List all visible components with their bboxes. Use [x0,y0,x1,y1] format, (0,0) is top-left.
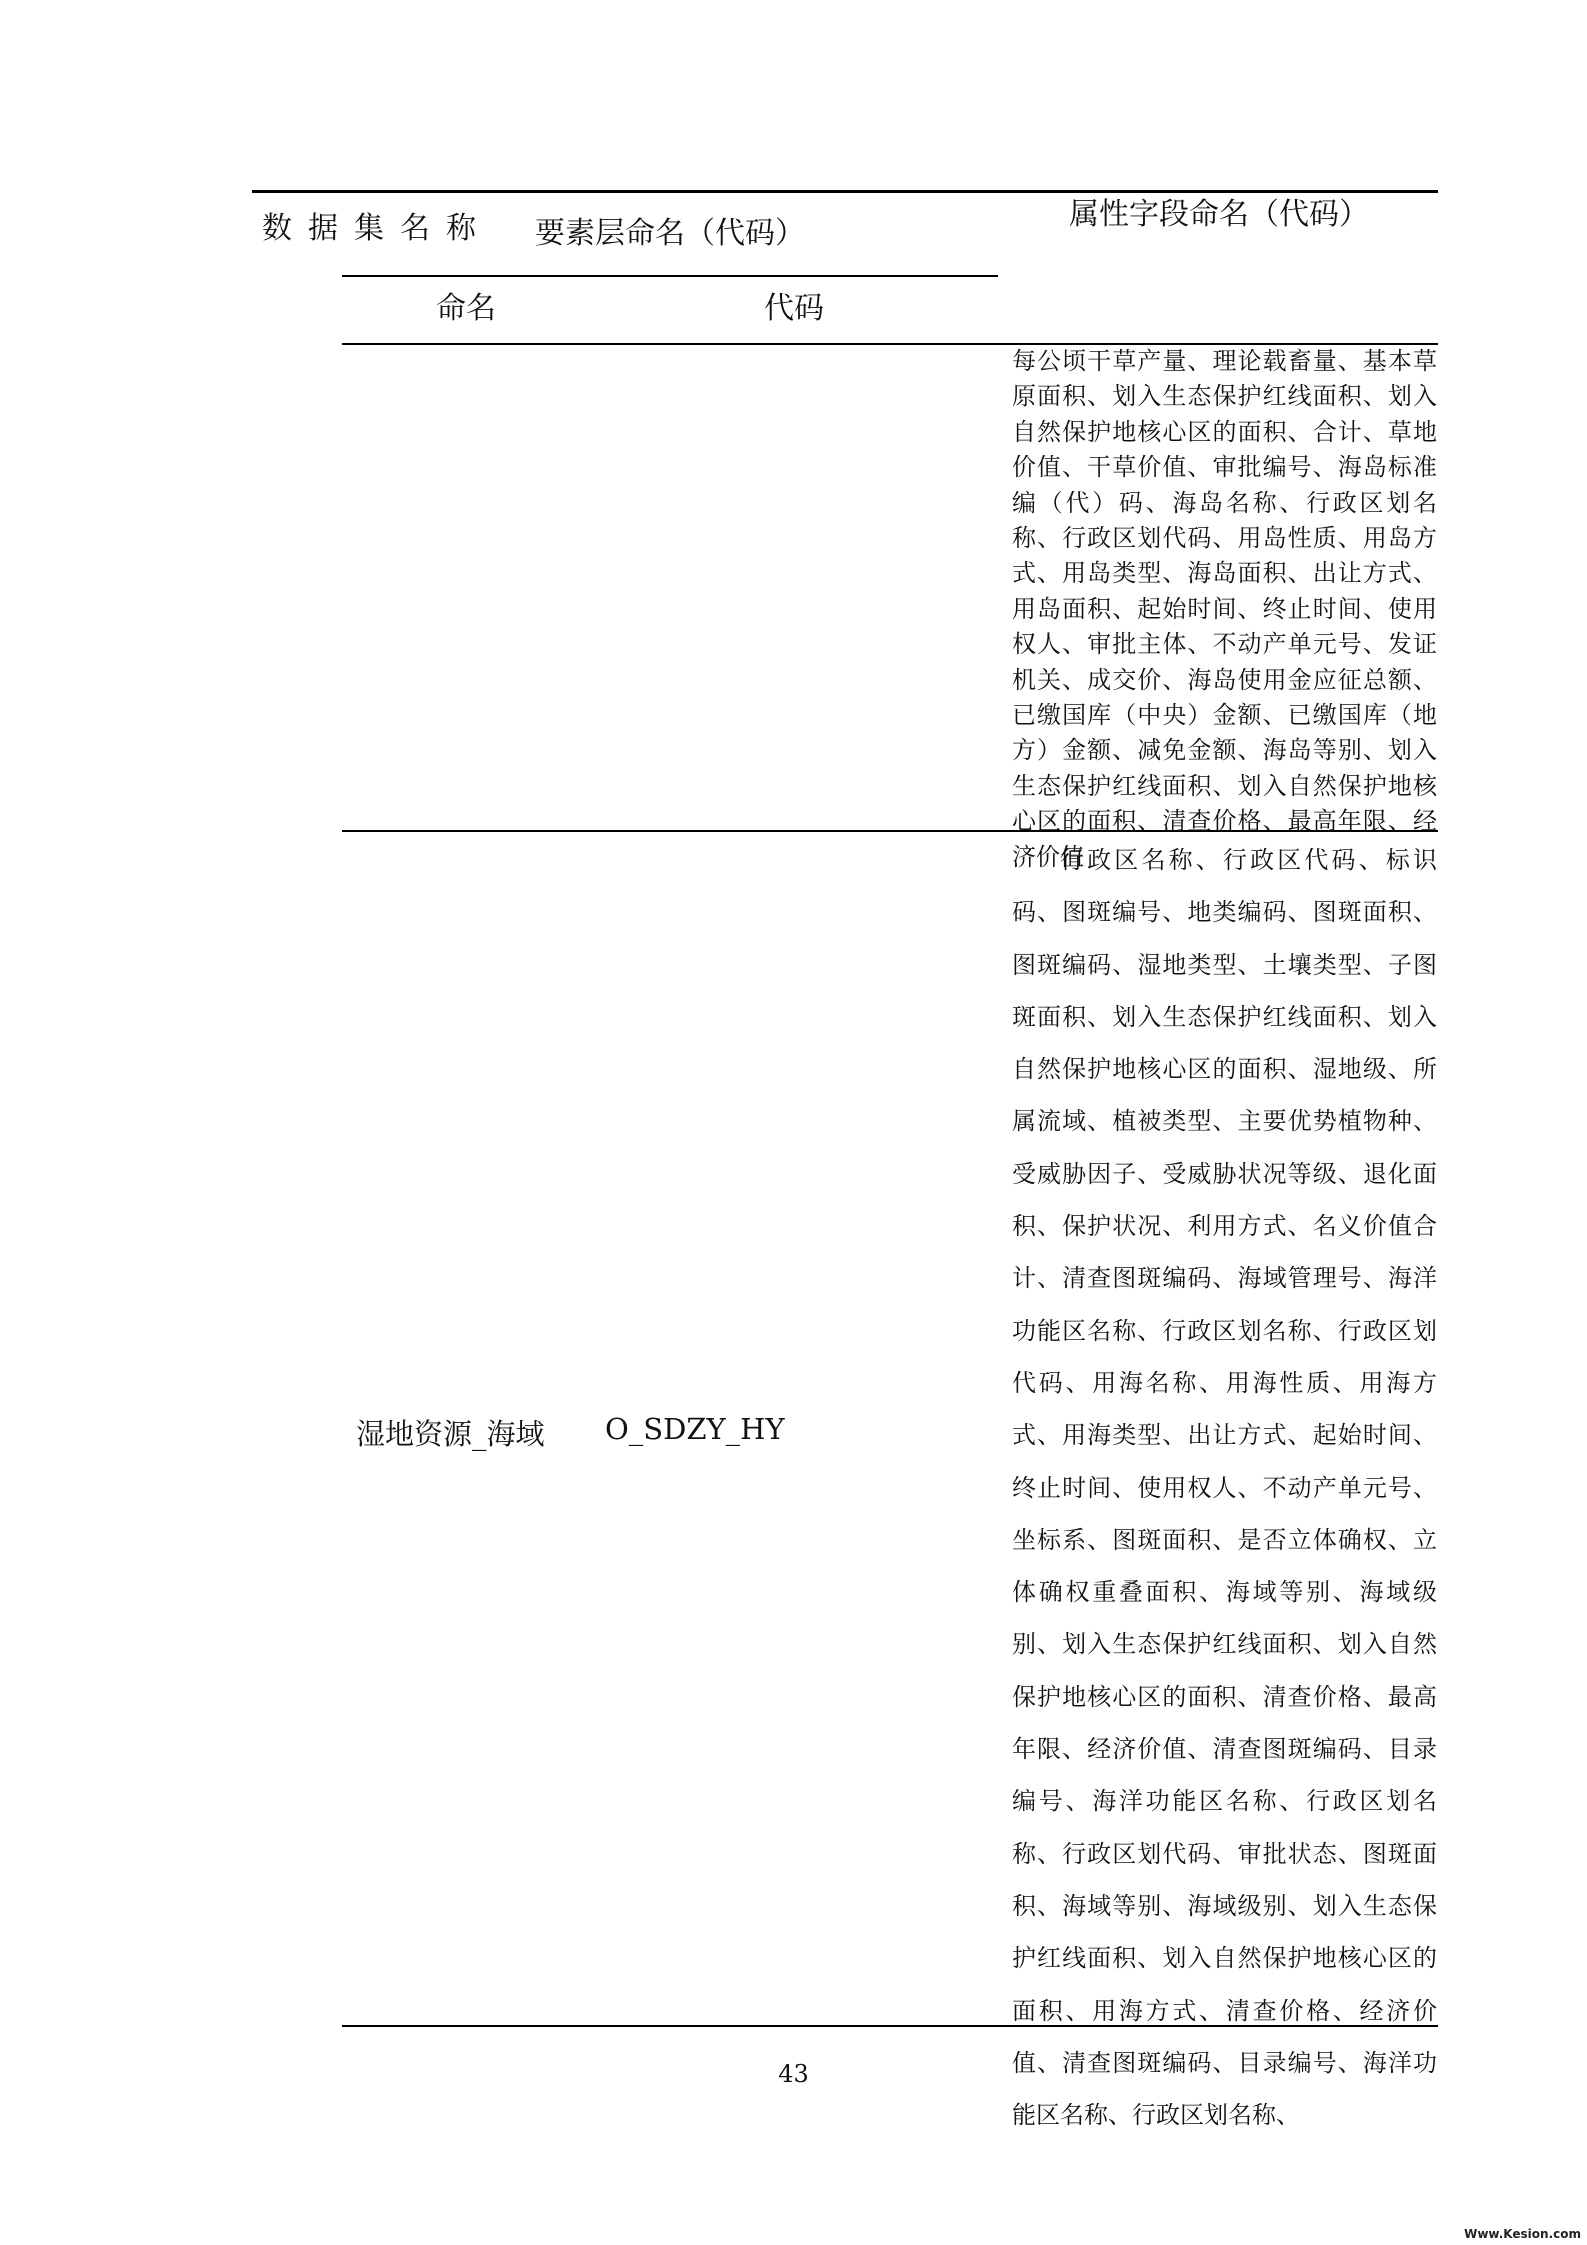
code-column-header: 代码 [764,291,824,326]
attribute-fields-header: 属性字段命名（代码） [1069,197,1369,232]
name-column-header: 命名 [436,291,496,326]
watermark: Www.Kesion.com [1464,2227,1581,2241]
row-2-code: O_SDZY_HY [605,1412,785,1446]
row-2-attributes: 行政区名称、行政区代码、标识码、图斑编号、地类编码、图斑面积、图斑编码、湿地类型、土壤类型、子图斑面积、划入生态保护红线面积、划入自然保护地核心区的面积、湿地级、所属流域、植被类型、主要优势植物种、受威胁因子、受威胁状况等级、退化面积、保护状况、利用方式、名义价值合计、清查图斑编码、海域管理号、海洋功能区名称、行政区划名称、行政区划代码、用海名称、用海性质、用海方式、用海类型、出让方式、起始时间、终止时间、使用权人、不动产单元号、坐标系、图斑面积、是否立体确权、立体确权重叠面积、海域等别、海域级别、划入生态保护红线面积、划入自然保护地核心区的面积、清查价格、最高年限、经济价值、清查图斑编码、目录编号、海洋功能区名称、行政区划名称、行政区划代码、审批状态、图斑面积、海域等别、海域级别、划入生态保护红线面积、划入自然保护地核心区的面积、用海方式、清查价格、经济价值、清查图斑编码、目录编号、海洋功能区名称、行政区划名称、 [1012,846,1437,2130]
page-number: 43 [778,2060,809,2088]
row-1-attributes: 每公顷干草产量、理论载畜量、基本草原面积、划入生态保护红线面积、划入自然保护地核心区的面积、合计、草地价值、干草价值、审批编号、海岛标准编（代）码、海岛名称、行政区划名称、行政区划代码、用岛性质、用岛方式、用岛类型、海岛面积、出让方式、用岛面积、起始时间、终止时间、使用权人、审批主体、不动产单元号、发证机关、成交价、海岛使用金应征总额、已缴国库（中央）金额、已缴国库（地方）金额、减免金额、海岛等别、划入生态保护红线面积、划入自然保护地核心区的面积、清查价格、最高年限、经济价值 [1012,347,1437,871]
header-group-rule [342,275,998,277]
table-top-rule [252,190,1438,193]
row-2-name: 湿地资源_海域 [356,1417,545,1451]
dataset-name-header: 数据集名称 [262,211,492,246]
layer-name-group-header: 要素层命名（代码） [535,216,805,251]
